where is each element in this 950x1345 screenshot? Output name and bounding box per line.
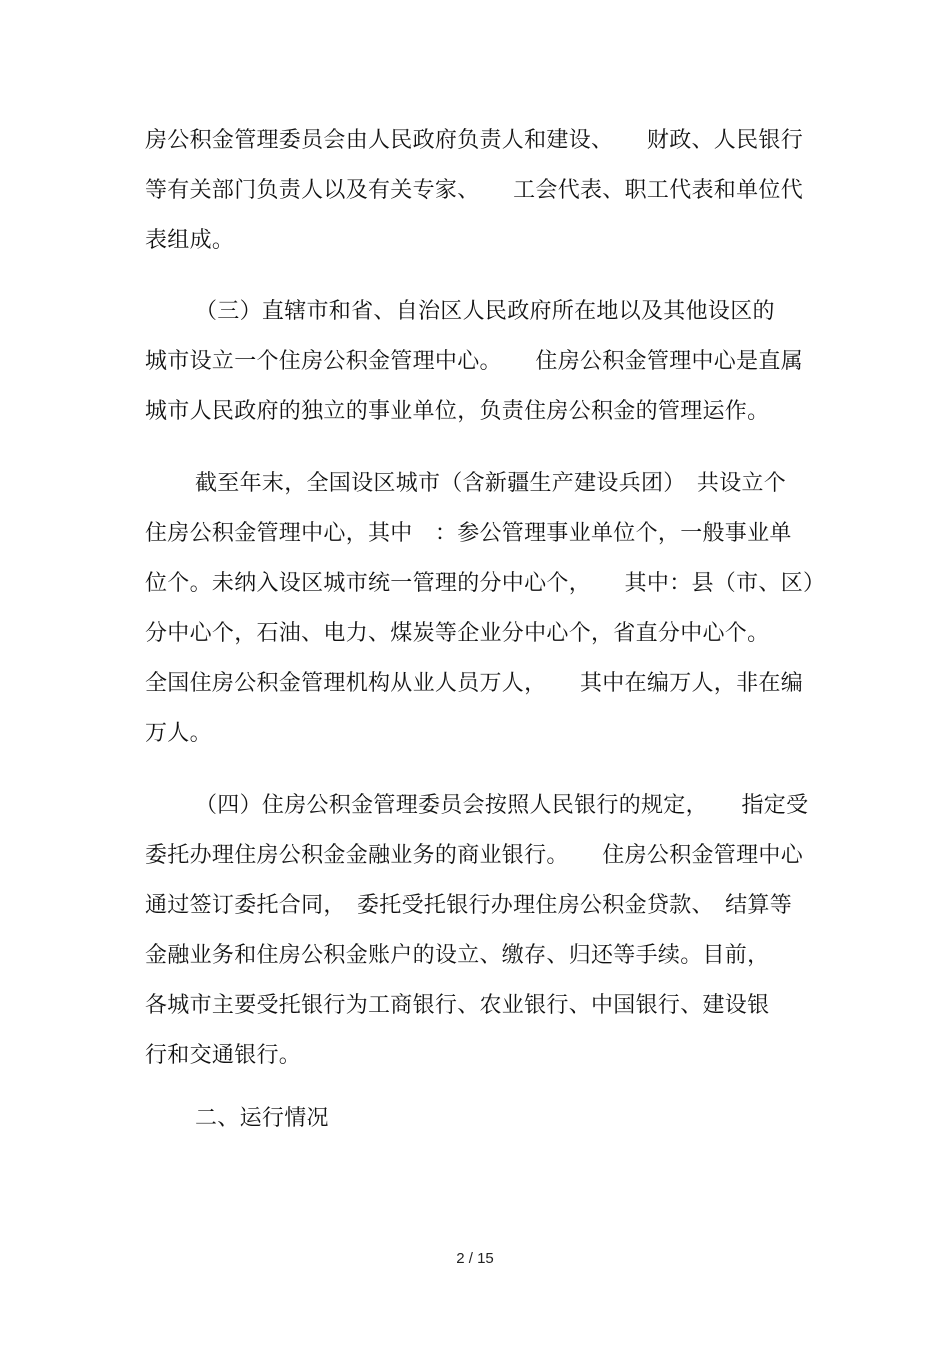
text-line: （四）住房公积金管理委员会按照人民银行的规定， 指定受 <box>195 793 809 818</box>
text-line: 位个。未纳入设区城市统一管理的分中心个， 其中：县（市、区） <box>145 571 826 596</box>
text-line: 通过签订委托合同， 委托受托银行办理住房公积金贷款、 结算等 <box>145 893 793 918</box>
text-line: 房公积金管理委员会由人民政府负责人和建设、 财政、人民银行 <box>145 128 804 153</box>
page-number: 2 / 15 <box>456 1250 494 1267</box>
text-line: 金融业务和住房公积金账户的设立、缴存、归还等手续。目前， <box>145 943 770 968</box>
text-line: 城市人民政府的独立的事业单位，负责住房公积金的管理运作。 <box>145 399 770 424</box>
section-heading: 二、运行情况 <box>195 1106 329 1131</box>
text-line: 表组成。 <box>145 228 235 253</box>
text-line: 全国住房公积金管理机构从业人员万人， 其中在编万人，非在编 <box>145 671 804 696</box>
text-line: 城市设立一个住房公积金管理中心。 住房公积金管理中心是直属 <box>145 349 804 374</box>
text-line: 等有关部门负责人以及有关专家、 工会代表、职工代表和单位代 <box>145 178 804 203</box>
text-line: 住房公积金管理中心，其中 ：参公管理事业单位个，一般事业单 <box>145 521 792 546</box>
text-line: 委托办理住房公积金金融业务的商业银行。 住房公积金管理中心 <box>145 843 804 868</box>
text-line: 截至年末，全国设区城市（含新疆生产建设兵团） 共设立个 <box>195 471 787 496</box>
text-line: （三）直辖市和省、自治区人民政府所在地以及其他设区的 <box>195 299 775 324</box>
text-line: 万人。 <box>145 721 212 746</box>
text-line: 各城市主要受托银行为工商银行、农业银行、中国银行、建设银 <box>145 993 770 1018</box>
text-line: 行和交通银行。 <box>145 1043 302 1068</box>
text-line: 分中心个，石油、电力、煤炭等企业分中心个，省直分中心个。 <box>145 621 770 646</box>
